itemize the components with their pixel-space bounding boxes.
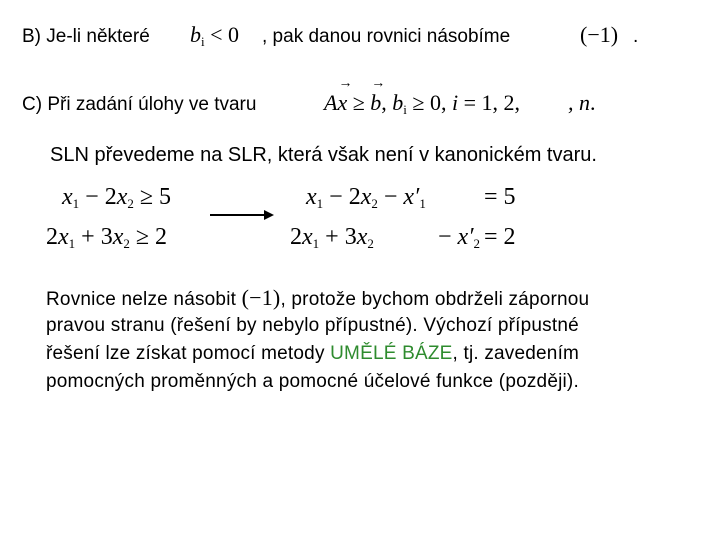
artificial-basis-term: UMĚLÉ BÁZE bbox=[330, 343, 453, 364]
right-r2-sub3: 2 bbox=[473, 236, 480, 251]
left-r2-rel: ≥ 2 bbox=[129, 224, 168, 250]
para-l3-start: řešení lze získat pomocí metody bbox=[46, 343, 331, 364]
line-b-intro: B) Je-li některé bbox=[22, 26, 150, 47]
right-r1-rel: = 5 bbox=[484, 184, 516, 210]
right-r1-op2: − bbox=[377, 184, 404, 210]
left-r2-x2: x bbox=[112, 224, 124, 250]
n-term: , n bbox=[568, 90, 590, 115]
line-b-text2: , pak danou rovnici násobíme bbox=[262, 26, 511, 47]
line-c-intro: C) Při zadání úlohy ve tvaru bbox=[22, 94, 257, 115]
b-sub: i bbox=[201, 34, 205, 49]
left-r1-sub2: 2 bbox=[127, 196, 134, 211]
transform-arrow-shaft bbox=[210, 214, 266, 216]
vector-x: x → bbox=[337, 90, 347, 116]
i-values: = 1, 2, bbox=[458, 90, 521, 115]
explanation-line-2 bbox=[46, 312, 579, 340]
comma-1: , bbox=[381, 90, 387, 115]
bi-rel: ≥ 0, bbox=[406, 90, 447, 115]
line-b-rest bbox=[262, 26, 510, 48]
para-l2: pravou stranu (řešení by nebylo přípustné). Výchozí přípustné bbox=[46, 315, 579, 336]
right-r2-slack bbox=[438, 224, 480, 251]
left-r2-op: + 3 bbox=[75, 224, 113, 250]
bi-var: b bbox=[392, 90, 404, 115]
i-var: i bbox=[452, 90, 459, 115]
right-r2-op2: − bbox=[438, 224, 458, 250]
left-r1-x1: x bbox=[62, 184, 73, 210]
right-r1-x1-slack: x′ bbox=[403, 184, 420, 210]
right-system-row-1 bbox=[306, 184, 426, 211]
para-l4: pomocných proměnných a pomocné účelové funkce (později). bbox=[46, 371, 579, 392]
right-r2-rel: = 2 bbox=[484, 224, 516, 250]
left-r1-rel: ≥ 5 bbox=[133, 184, 172, 210]
bi-sub: i bbox=[403, 102, 407, 117]
right-r2-coef: 2 bbox=[290, 224, 302, 250]
right-r1-x2: x bbox=[360, 184, 372, 210]
left-r1-x2: x bbox=[116, 184, 128, 210]
line-b-text bbox=[22, 26, 150, 48]
left-r2-x1: x bbox=[58, 224, 69, 250]
line-c-text bbox=[22, 94, 256, 116]
right-r2-x1: x bbox=[302, 224, 313, 250]
vector-b: b → bbox=[370, 90, 381, 116]
explanation-line-4 bbox=[46, 368, 579, 396]
line-b-period bbox=[633, 26, 638, 48]
geq-sign: ≥ bbox=[347, 90, 371, 115]
line-c-end: . bbox=[590, 90, 596, 115]
factor-value: (−1) bbox=[580, 22, 619, 47]
right-r1-sub2: 2 bbox=[371, 196, 378, 211]
explanation-line-3 bbox=[46, 340, 579, 368]
explanation-line-1 bbox=[46, 284, 589, 314]
para-l1-factor: (−1) bbox=[241, 285, 281, 310]
right-r2-sub1: 1 bbox=[312, 236, 320, 251]
right-r2-x2-slack: x′ bbox=[457, 224, 474, 250]
transform-arrow-icon bbox=[264, 210, 274, 220]
right-r2-x2: x bbox=[356, 224, 368, 250]
right-system-row-2 bbox=[290, 224, 374, 251]
sentence-text: SLN převedeme na SLR, která však není v kanonickém tvaru. bbox=[50, 144, 597, 166]
right-r1-sub3: 1 bbox=[419, 196, 426, 211]
right-r2-sub2: 2 bbox=[367, 236, 374, 251]
line-b-factor bbox=[580, 22, 618, 48]
right-r2-rhs bbox=[484, 224, 516, 251]
left-r1-op: − 2 bbox=[79, 184, 117, 210]
right-r1-x1: x bbox=[306, 184, 317, 210]
line-b-condition bbox=[190, 22, 239, 48]
right-r1-op: − 2 bbox=[323, 184, 361, 210]
matrix-a: A bbox=[324, 90, 338, 115]
right-r1-sub1: 1 bbox=[316, 196, 324, 211]
para-l1-end: , protože bychom obdrželi zápornou bbox=[280, 289, 590, 310]
left-r2-sub1: 1 bbox=[68, 236, 76, 251]
left-r2-coef: 2 bbox=[46, 224, 58, 250]
para-l3-end: , tj. zavedením bbox=[452, 343, 580, 364]
right-r2-op: + 3 bbox=[319, 224, 357, 250]
left-r2-sub2: 2 bbox=[123, 236, 130, 251]
left-system-row-1 bbox=[62, 184, 171, 211]
para-l1-start: Rovnice nelze násobit bbox=[46, 289, 237, 310]
line-c-n bbox=[568, 90, 596, 116]
right-r1-rhs bbox=[484, 184, 516, 211]
period: . bbox=[633, 26, 639, 47]
transform-sentence bbox=[50, 144, 597, 167]
b-rel: < 0 bbox=[204, 22, 240, 47]
left-system-row-2 bbox=[46, 224, 167, 251]
left-r1-sub1: 1 bbox=[72, 196, 80, 211]
b-var: b bbox=[190, 22, 201, 47]
line-c-formula bbox=[324, 90, 520, 116]
